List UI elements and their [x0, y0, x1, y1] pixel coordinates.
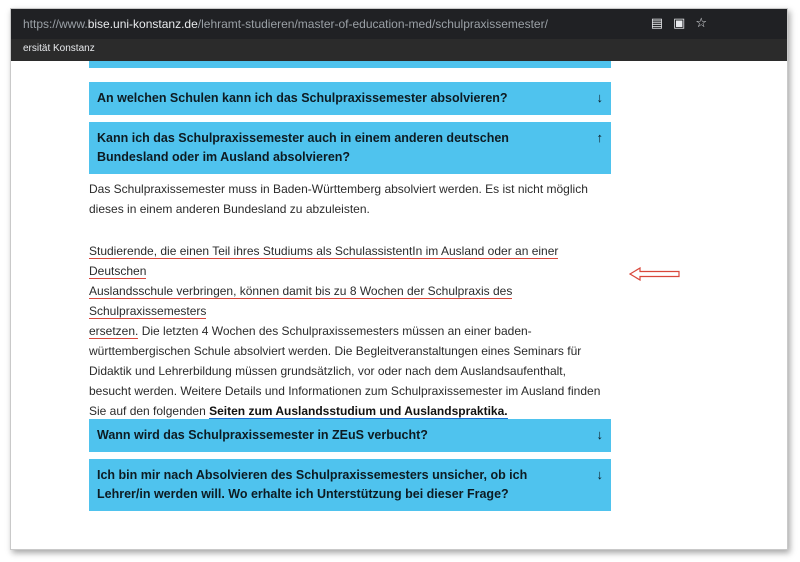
bookmark-bar	[11, 39, 787, 61]
url-text[interactable]	[23, 17, 548, 31]
url-prefix: https://www.	[23, 17, 88, 31]
url-path: /lehramt-studieren/master-of-education-med/schulpraxissemester/	[197, 17, 548, 31]
answer-text: Die letzten 4 Wochen des Schulpraxissemesters müssen an einer baden-württembergischen Schule absolviert werden. Die Begleitveranstaltungen eines Seminars für Didaktik und Lehrerbildung müssen grundsätzlich, vor oder nach dem Auslandsaufenthalt, besucht werden. Weitere Details und Informationen zum Schulpraxissemester im Ausland finden Sie auf den folgenden	[89, 324, 601, 418]
bookmark-item[interactable]: ersität Konstanz	[23, 43, 95, 54]
chevron-down-icon: ↓	[596, 467, 603, 482]
accordion-item-unterstuetzung[interactable]	[89, 459, 611, 511]
address-bar-icons	[651, 16, 707, 30]
browser-address-bar[interactable]	[11, 9, 787, 39]
accordion-item-schulen[interactable]	[89, 82, 611, 115]
highlighted-text-line-1: Studierende, die einen Teil ihres Studiums als SchulassistentIn im Ausland oder an einer Deutschen	[89, 244, 559, 278]
accordion-item-bundesland[interactable]	[89, 122, 611, 174]
highlighted-text-line-3: ersetzen.	[89, 324, 139, 338]
accordion-question: An welchen Schulen kann ich das Schulpraxissemester absolvieren?	[97, 91, 508, 105]
accordion-item-zeus[interactable]	[89, 419, 611, 452]
reader-icon[interactable]: ▤	[650, 15, 664, 30]
highlighted-text-line-2: Auslandsschule verbringen, können damit bis zu 8 Wochen der Schulpraxis des Schulpraxissemesters	[89, 284, 513, 318]
chevron-up-icon: ↑	[596, 130, 603, 145]
accordion-question: Wann wird das Schulpraxissemester in ZEuS verbucht?	[97, 428, 428, 442]
accordion-question: Kann ich das Schulpraxissemester auch in einem anderen deutschen Bundesland oder im Ausland absolvieren?	[97, 131, 509, 164]
accordion-question: Ich bin mir nach Absolvieren des Schulpraxissemesters unsicher, ob ich Lehrer/in werden will. Wo erhalte ich Unterstützung bei dieser Frage?	[97, 468, 528, 501]
chevron-down-icon: ↓	[596, 90, 603, 105]
grid-icon[interactable]: ▣	[673, 15, 686, 30]
auslandsstudium-link[interactable]: Seiten zum Auslandsstudium und Auslandspraktika.	[209, 404, 508, 418]
answer-paragraph-1: Das Schulpraxissemester muss in Baden-Württemberg absolviert werden. Es ist nicht möglich dieses in einem anderen Bundesland zu abzuleisten.	[89, 182, 588, 216]
red-arrow-annotation	[629, 267, 681, 281]
answer-paragraph-2	[89, 241, 611, 421]
accordion-item-partial[interactable]	[89, 61, 611, 68]
chevron-down-icon: ↓	[596, 427, 603, 442]
url-domain: bise.uni-konstanz.de	[87, 17, 198, 31]
star-icon[interactable]: ☆	[695, 15, 707, 30]
screenshot-frame	[10, 8, 788, 550]
